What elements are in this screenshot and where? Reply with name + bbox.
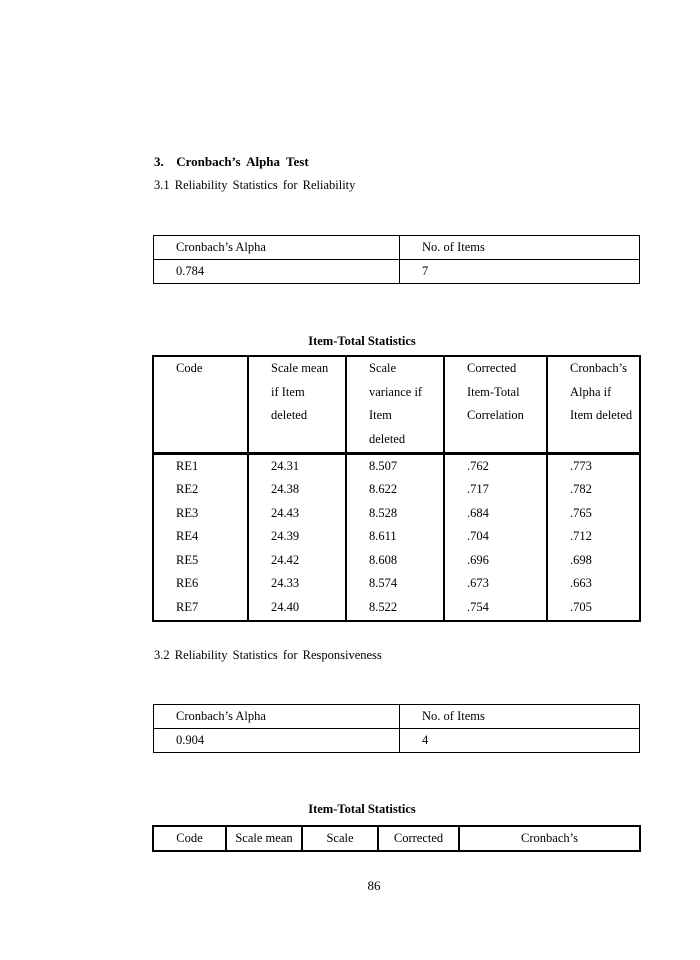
table-cell: 8.622 bbox=[369, 482, 398, 497]
header-line: Code bbox=[176, 361, 203, 375]
table-cell: RE6 bbox=[176, 576, 199, 591]
table-cell: RE3 bbox=[176, 505, 199, 520]
table-cell: .663 bbox=[570, 576, 592, 591]
header-cell bbox=[248, 356, 346, 453]
table-body bbox=[153, 453, 640, 621]
header-line: Corrected bbox=[467, 361, 517, 375]
table-cell: 8.608 bbox=[369, 552, 398, 567]
header-cell: No. of Items bbox=[400, 705, 640, 729]
header-cell bbox=[444, 356, 547, 453]
table-cell: 24.40 bbox=[271, 599, 300, 614]
table-row bbox=[154, 729, 640, 753]
table-cell: 0.904 bbox=[154, 729, 400, 753]
reliability-statistics-table bbox=[153, 235, 640, 284]
section-number: 3. bbox=[154, 154, 164, 169]
header-cell: Cronbach’s Alpha bbox=[154, 236, 400, 260]
table-cell: .698 bbox=[570, 552, 592, 567]
header-line: deleted bbox=[369, 431, 406, 446]
header-cell: Cronbach’s bbox=[459, 826, 640, 851]
table-cell: RE1 bbox=[176, 458, 199, 473]
table-cell: .705 bbox=[570, 599, 592, 614]
subsection-heading: 3.2 Reliability Statistics for Responsiveness bbox=[154, 648, 382, 662]
table-cell: RE5 bbox=[176, 552, 199, 567]
table-cell: 24.39 bbox=[271, 529, 300, 544]
table-cell: .773 bbox=[570, 458, 592, 473]
table-cell: 24.42 bbox=[271, 552, 300, 567]
table-cell: .712 bbox=[570, 529, 592, 544]
table-cell: 24.43 bbox=[271, 505, 300, 520]
table-caption: Item-Total Statistics bbox=[308, 334, 416, 348]
table-cell: 7 bbox=[400, 260, 640, 284]
header-cell: No. of Items bbox=[400, 236, 640, 260]
section-title-text: Cronbach’s Alpha Test bbox=[176, 154, 309, 169]
subsection-heading: 3.1 Reliability Statistics for Reliability bbox=[154, 178, 356, 192]
table-cell: .717 bbox=[467, 482, 489, 497]
header-line: variance if bbox=[369, 384, 423, 399]
item-total-statistics-table bbox=[152, 825, 641, 852]
table-caption: Item-Total Statistics bbox=[308, 802, 416, 816]
table-cell: 4 bbox=[400, 729, 640, 753]
table-header-row bbox=[153, 356, 640, 453]
table-cell: .754 bbox=[467, 599, 489, 614]
table-header-row bbox=[154, 236, 640, 260]
header-cell bbox=[547, 356, 640, 453]
table-cell: RE7 bbox=[176, 599, 199, 614]
header-cell: Code bbox=[176, 831, 203, 845]
column-corrected-correlation bbox=[444, 453, 547, 621]
header-cell: Scale mean bbox=[226, 826, 302, 851]
table-cell: .673 bbox=[467, 576, 489, 591]
header-cell: Scale bbox=[302, 826, 378, 851]
reliability-statistics-table bbox=[153, 704, 640, 753]
table-cell: 8.522 bbox=[369, 599, 398, 614]
header-line: Item bbox=[369, 408, 392, 422]
header-line: Scale bbox=[369, 361, 397, 375]
column-alpha-if-deleted bbox=[547, 453, 640, 621]
header-cell bbox=[346, 356, 444, 453]
column-code bbox=[153, 453, 248, 621]
table-cell: .762 bbox=[467, 458, 489, 473]
table-cell: 8.574 bbox=[369, 576, 398, 591]
table-cell: .696 bbox=[467, 552, 489, 567]
table-cell: RE4 bbox=[176, 529, 199, 544]
header-line: Scale mean bbox=[271, 361, 329, 375]
header-line: Item-Total bbox=[467, 384, 520, 399]
table-cell: RE2 bbox=[176, 482, 199, 497]
header-cell: Corrected bbox=[378, 826, 459, 851]
page-number: 86 bbox=[367, 878, 381, 893]
table-header-row bbox=[153, 826, 640, 851]
table-cell: 0.784 bbox=[154, 260, 400, 284]
table-cell: 8.507 bbox=[369, 458, 398, 473]
column-scale-variance bbox=[346, 453, 444, 621]
table-cell: .684 bbox=[467, 505, 489, 520]
column-scale-mean bbox=[248, 453, 346, 621]
header-cell: Cronbach’s Alpha bbox=[154, 705, 400, 729]
header-line: Cronbach’s bbox=[570, 361, 627, 375]
header-line: if Item bbox=[271, 384, 305, 399]
table-cell: 24.31 bbox=[271, 458, 300, 473]
header-line: Correlation bbox=[467, 408, 524, 422]
header-cell bbox=[153, 356, 248, 453]
table-cell: .765 bbox=[570, 505, 592, 520]
table-header-row bbox=[154, 705, 640, 729]
table-cell: 8.611 bbox=[369, 529, 397, 544]
table-cell: .782 bbox=[570, 482, 592, 497]
header-line: Alpha if bbox=[570, 384, 612, 399]
table-cell: 24.38 bbox=[271, 482, 300, 497]
item-total-statistics-table bbox=[152, 355, 641, 622]
table-cell: .704 bbox=[467, 529, 489, 544]
section-title bbox=[154, 154, 309, 170]
table-row bbox=[154, 260, 640, 284]
header-line: deleted bbox=[271, 408, 308, 422]
table-cell: 8.528 bbox=[369, 505, 398, 520]
header-line: Item deleted bbox=[570, 408, 633, 422]
table-cell: 24.33 bbox=[271, 576, 300, 591]
